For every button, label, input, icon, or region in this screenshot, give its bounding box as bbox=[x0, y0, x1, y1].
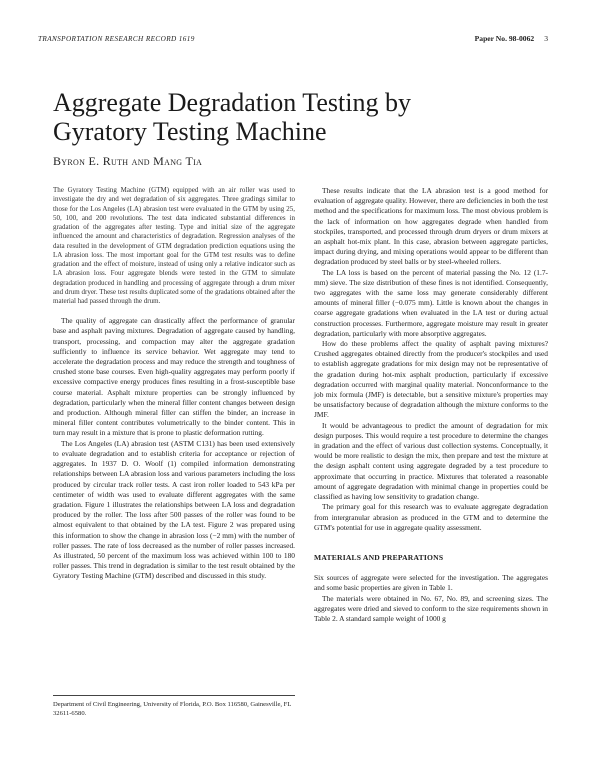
journal-name: TRANSPORTATION RESEARCH RECORD 1619 bbox=[38, 35, 195, 43]
body-paragraph: The LA loss is based on the percent of material passing the No. 12 (1.7-mm) sieve. The size distribution of these fines is not identified. Consequently, two aggregates with the same loss may generate considerably different amounts of mineral filler (−0.075 mm). Little is known about the changes in coarse aggregate gradations when evaluated in the LA test or during actual construction processes. Furthermore, aggregate moisture may result in greater degradation, particularly with more absorptive aggregates. bbox=[314, 267, 548, 338]
body-paragraph: The quality of aggregate can drastically affect the performance of granular base and asphalt paving mixtures. Degradation of aggregate caused by handling, transport, processing, and compaction may alter the aggregate gradation sufficiently to influence its service behavior. Wet aggregate may tend to accelerate the degradation process and may reduce the strength and toughness of crushed stone base courses. Even high-quality aggregates may perform poorly if excessive compactive energy produces fines resulting in a frost-susceptible base course material. Asphalt mixture properties can be strongly influenced by degradation, particularly when the mineral filler content changes between design and production. Although mineral filler can stiffen the binder, an increase in mineral filler content contributes volumetrically to the binder content. This in turn may result in a mixture that is prone to plastic deformation rutting. bbox=[53, 316, 295, 438]
body-paragraph: The Los Angeles (LA) abrasion test (ASTM C131) has been used extensively to evaluate degradation and to establish criteria for acceptance or rejection of aggregates. In 1937 D. O. Woolf (1) compiled information demonstrating relationships between LA abrasion loss and various parameters including the loss produced by circular track roller tests. A cast iron roller loaded to 543 kPa per centimeter of width was used to evaluate different aggregates with the same gradation. Figure 1 illustrates the relationships between LA loss and degradation produced by the roller. The loss after 500 passes of the roller was found to be almost equivalent to that obtained by the LA test. Figure 2 was prepared using this information to show the change in abrasion loss (−2 mm) with the number of roller passes. The rate of loss decreased as the number of roller passes increased. As illustrated, 50 percent of the maximum loss was achieved within 100 to 180 roller passes. This trend in degradation is similar to the test result obtained by the Gyratory Testing Machine (GTM) described and discussed in this study. bbox=[53, 438, 295, 581]
section-heading: MATERIALS AND PREPARATIONS bbox=[314, 552, 444, 562]
paper-number-block bbox=[475, 34, 548, 43]
body-paragraph: It would be advantageous to predict the amount of degradation for mix design purposes. This would require a test procedure to determine the changes in gradation and the effect of various dust collection systems. Conceptually, it would be more realistic to design the mix, then prepare and test the mixture at the design asphalt content using aggregate degraded by a test procedure to approximate that occurring in practice. Mixtures that tolerated a reasonable amount of aggregate degradation with minimal change in properties could be classified as having low sensitivity to gradation change. bbox=[314, 420, 548, 502]
article-authors: Byron E. Ruth and Mang Tia bbox=[53, 154, 203, 168]
right-column bbox=[314, 186, 548, 624]
body-paragraph: How do these problems affect the quality of asphalt paving mixtures? Crushed aggregates obtained directly from the producer's stockpiles and used to establish aggregate gradations for mix design may not be representative of the gradation during hot-mix asphalt production, particularly if excessive degradation occurred with marginal quality material. Nonconformance to the job mix formula (JMF) is detectable, but a sensitive mixture's properties may be unsatisfactory because of degradation although the mixture conforms to the JMF. bbox=[314, 339, 548, 420]
body-paragraph: The materials were obtained in No. 67, No. 89, and screening sizes. The aggregates were dried and sieved to conform to the size requirements shown in Table 2. A standard sample weight of 1000 g bbox=[314, 593, 548, 623]
page-number: 3 bbox=[544, 34, 548, 43]
body-paragraph: The primary goal for this research was to evaluate aggregate degradation from intergranular abrasion as produced in the GTM and to determine the GTM's potential for use in aggregate quality assessment. bbox=[314, 502, 548, 532]
paper-number: Paper No. 98-0062 bbox=[474, 34, 535, 43]
left-column bbox=[53, 186, 295, 582]
article-title: Aggregate Degradation Testing by Gyratory Testing Machine bbox=[53, 88, 411, 146]
body-paragraph: These results indicate that the LA abrasion test is a good method for evaluation of aggregate quality. However, there are deficiencies in both the test method and the specifications for maximum loss. The most obvious problem is the lack of information on how aggregates degrade when handled from stockpiles, transported, and processed through drum dryers or drum mixers at an asphalt hot-mix plant. In this case, abrasion between aggregate particles, impact during drying, and mixing operations would appear to be different than degradation produced by steel balls or by steel-wheeled rollers. bbox=[314, 186, 548, 267]
body-paragraph: Six sources of aggregate were selected for the investigation. The aggregates and some basic properties are given in Table 1. bbox=[314, 573, 548, 593]
affiliation-footnote: Department of Civil Engineering, University of Florida, P.O. Box 116580, Gainesville, FL 32611-6580. bbox=[53, 695, 295, 718]
abstract: The Gyratory Testing Machine (GTM) equipped with an air roller was used to investigate the dry and wet degradation of six aggregates. Three gradings similar to those for the Los Angeles (LA) abrasion test were evaluated in the GTM by using 25, 50, 100, and 200 revolutions. The test data indicated substantial differences in gradation of the aggregates after testing. Type and initial size of the aggregate influenced the amount and characteristics of degradation. Regression analyses of the data resulted in the development of GTM degradation prediction equations using the LA abrasion loss. The most important goal for the GTM test results was to define gradation and the effect of moisture, instead of using only a relative indicator such as LA abrasion loss. Four aggregate blends were tested in the GTM to simulate degradation produced in handling and processing of aggregate through a drum mixer and drum dryer. These test results duplicated some of the gradations obtained after the material had passed through the drum. bbox=[53, 186, 295, 305]
